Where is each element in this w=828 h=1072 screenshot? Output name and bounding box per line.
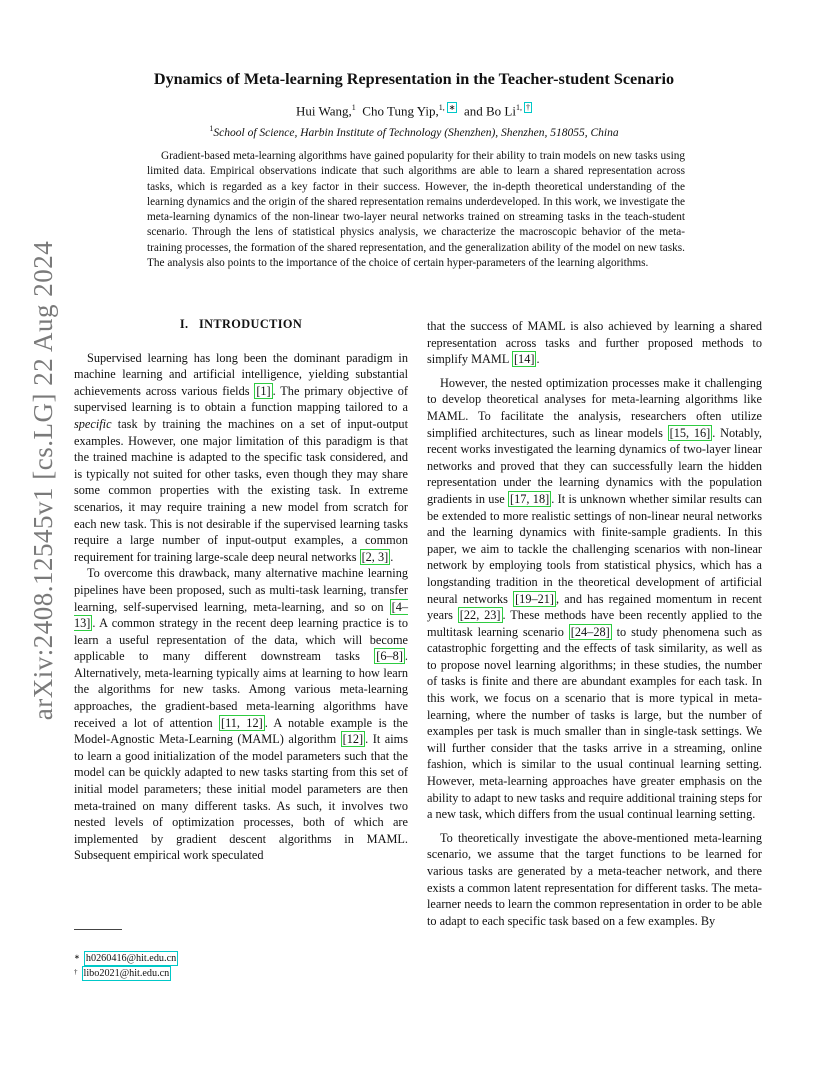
citation-link[interactable]: [4–13] [74, 599, 408, 631]
text-run: . Alternatively, meta-learning typically aims at learning to how learn the algorithms for new tasks. Among various meta-learning approaches, the gradient-based meta-learning algorithms have received a lot of attention [74, 649, 408, 730]
paragraph [74, 565, 408, 864]
citation-link[interactable]: [22, 23] [459, 608, 501, 623]
text-run: task by training the machines on a set of input-output examples. However, one major limitation of this paradigm is that the trained machine is adapted to the specific task considered, and is typically not suited for other tasks, even though they may share some common properties with the existing task. In extreme scenarios, it may require training a new model from scratch for each new task. This is not desirable if the supervised learning tasks require a large number of input-output examples, a common requirement for training large-scale deep neural networks [74, 416, 408, 564]
paragraph: To theoretically investigate the above-mentioned meta-learning scenario, we assume that the target functions to be learned for various tasks are generated by a meta-teacher network, and there exists a common latent representation for different tasks. The meta-learner needs to learn the common representation in order to be able to adapt to each specific task based on a few examples. By [427, 830, 762, 928]
footnote-divider [74, 929, 122, 930]
author-list [0, 103, 828, 119]
citation-link[interactable]: [1] [256, 383, 271, 398]
citation-link[interactable]: [11, 12] [220, 715, 263, 730]
section-number: I. [179, 317, 189, 331]
text-run: . It aims to learn a good initialization of the model parameters such that the model can be quickly adapted to new tasks starting from this set of initial model parameters; these initial model parameters are then meta-trained on many different tasks. As such, it involves two nested levels of optimization processes, both of which are implemented by gradient descent algorithms in MAML. Subsequent empirical work speculated [74, 732, 408, 863]
section-heading [74, 316, 408, 333]
paragraph [427, 318, 762, 368]
text-run: . Notably, recent works investigated the learning dynamics of two-layer linear networks and proved that they can successfully learn the hidden representation under the learning dynamics with the population gradients in use [427, 425, 762, 506]
affiliation-marker: 1, [515, 103, 524, 112]
affiliation-text: School of Science, Harbin Institute of Technology (Shenzhen), Shenzhen, 518055, China [213, 126, 619, 139]
text-run: To overcome this drawback, many alternative machine learning pipelines have been proposed, such as multi-task learning, transfer learning, self-supervised learning, meta-learning, and so on [74, 566, 408, 614]
text-run: . These methods have been recently applied to the multitask learning scenario [427, 608, 762, 639]
citation-link[interactable]: [19–21] [515, 591, 555, 606]
text-run: . A notable example is the Model-Agnostic Meta-Learning (MAML) algorithm [74, 715, 408, 747]
text-run: . [390, 549, 394, 564]
citation-link[interactable]: [12] [342, 732, 364, 747]
author-name: Bo Li [486, 103, 516, 119]
abstract: Gradient-based meta-learning algorithms have gained popularity for their ability to train models on new tasks using limited data. Empirical observations indicate that such algorithms are able to learn a shared representation across tasks, which is regarded as a key factor in their success. However, the in-depth theoretical understanding of the learning dynamics and the origin of the shared representation remains underdeveloped. In this work, we investigate the meta-learning dynamics of the non-linear two-layer neural networks trained on streaming tasks in the teach-student scenario. Through the lens of statistical physics analysis, we characterize the macroscopic behavior of the meta-training processes, the formation of the shared representation, and the generalization ability of the model on new tasks. The analysis also points to the importance of the choice of certain hyper-parameters of the learning algorithms. [147, 150, 685, 270]
emphasis: specific [74, 416, 112, 431]
text-run: However, the nested optimization processes make it challenging to develop theoretical analyses for meta-learning algorithms like MAML. To facilitate the analysis, researchers often utilize simplified architectures, such as linear models [427, 375, 762, 440]
citation-link[interactable]: [24–28] [570, 624, 610, 639]
citation-link[interactable]: [14] [513, 352, 535, 367]
footnote-mark: † [74, 968, 78, 976]
affiliation-marker: 1, [438, 103, 447, 112]
text-run: , and has regained momentum in recent years [427, 591, 762, 623]
affiliation-marker: 1 [351, 103, 356, 112]
citation-link[interactable]: [17, 18] [510, 491, 550, 506]
citation-link[interactable]: [2, 3] [361, 549, 389, 564]
author-name: Hui Wang, [296, 103, 352, 119]
text-run: Supervised learning has long been the dominant paradigm in machine learning and artificial intelligence, yielding substantial achievements across various fields [74, 350, 408, 398]
text-run: . It is unknown whether similar results can be extended to more realistic settings of non-linear neural networks and the learning dynamics with finite-sample gradients. In this paper, we aim to tackle the challenging scenarios with non-linear network by employing tools from statistical physics, which has a longstanding tradition in the theoretical development of artificial neural networks [427, 491, 762, 606]
paragraph [427, 375, 762, 823]
footnote [74, 966, 178, 981]
text-run: . [536, 352, 540, 367]
footnotes [74, 951, 178, 981]
author-name: Cho Tung Yip, [362, 103, 439, 119]
affiliation [0, 124, 828, 139]
left-column [74, 316, 408, 864]
footnote [74, 951, 178, 966]
affiliation-number: 1 [209, 124, 214, 133]
arxiv-identifier [24, 240, 64, 720]
paper-title: Dynamics of Meta-learning Representation in the Teacher-student Scenario [153, 70, 675, 88]
text-run: . The primary objective of supervised learning is to obtain a function mapping tailored to a [74, 383, 408, 415]
right-column [427, 318, 762, 929]
text-run: . A common strategy in the recent deep learning practice is to learn a useful representation of the data, which will become applicable to many different downstream tasks [74, 616, 408, 664]
text-run: that the success of MAML is also achieved by learning a shared representation across tasks and further proposed methods to simplify MAML [427, 319, 762, 367]
email-link[interactable]: h0260416@hit.edu.cn [85, 953, 177, 964]
text-run: to study phenomena such as catastrophic forgetting and the effects of task similarity, as well as to propose novel learning algorithms; in these studies, the number of tasks is finite and there are abundant examples for each task. In this work, we focus on a scenario that is more typical in meta-learning, where the number of tasks is large, but the number of examples per task is much smaller than in single-task settings. We will further consider that the tasks arrive in a streaming, online fashion, which is similar to the usual continual learning setting. However, meta-learning approaches have greater emphasis on the ability to adapt to new tasks and require additional training steps for a new task, which differs from the usual continual learning setting. [427, 624, 763, 822]
footnote-link-corresponding[interactable]: ∗ [448, 103, 456, 112]
email-link[interactable]: libo2021@hit.edu.cn [83, 968, 170, 979]
arxiv-id-text: arXiv:2408.12545v1 [cs.LG] 22 Aug 2024 [28, 240, 59, 720]
citation-link[interactable]: [15, 16] [669, 425, 711, 440]
footnote-mark: ∗ [74, 953, 80, 961]
author-conjunction: and [463, 103, 483, 119]
paragraph [74, 350, 408, 566]
section-title: INTRODUCTION [198, 317, 303, 331]
citation-link[interactable]: [6–8] [376, 649, 403, 664]
footnote-link-corresponding[interactable]: † [525, 103, 530, 112]
